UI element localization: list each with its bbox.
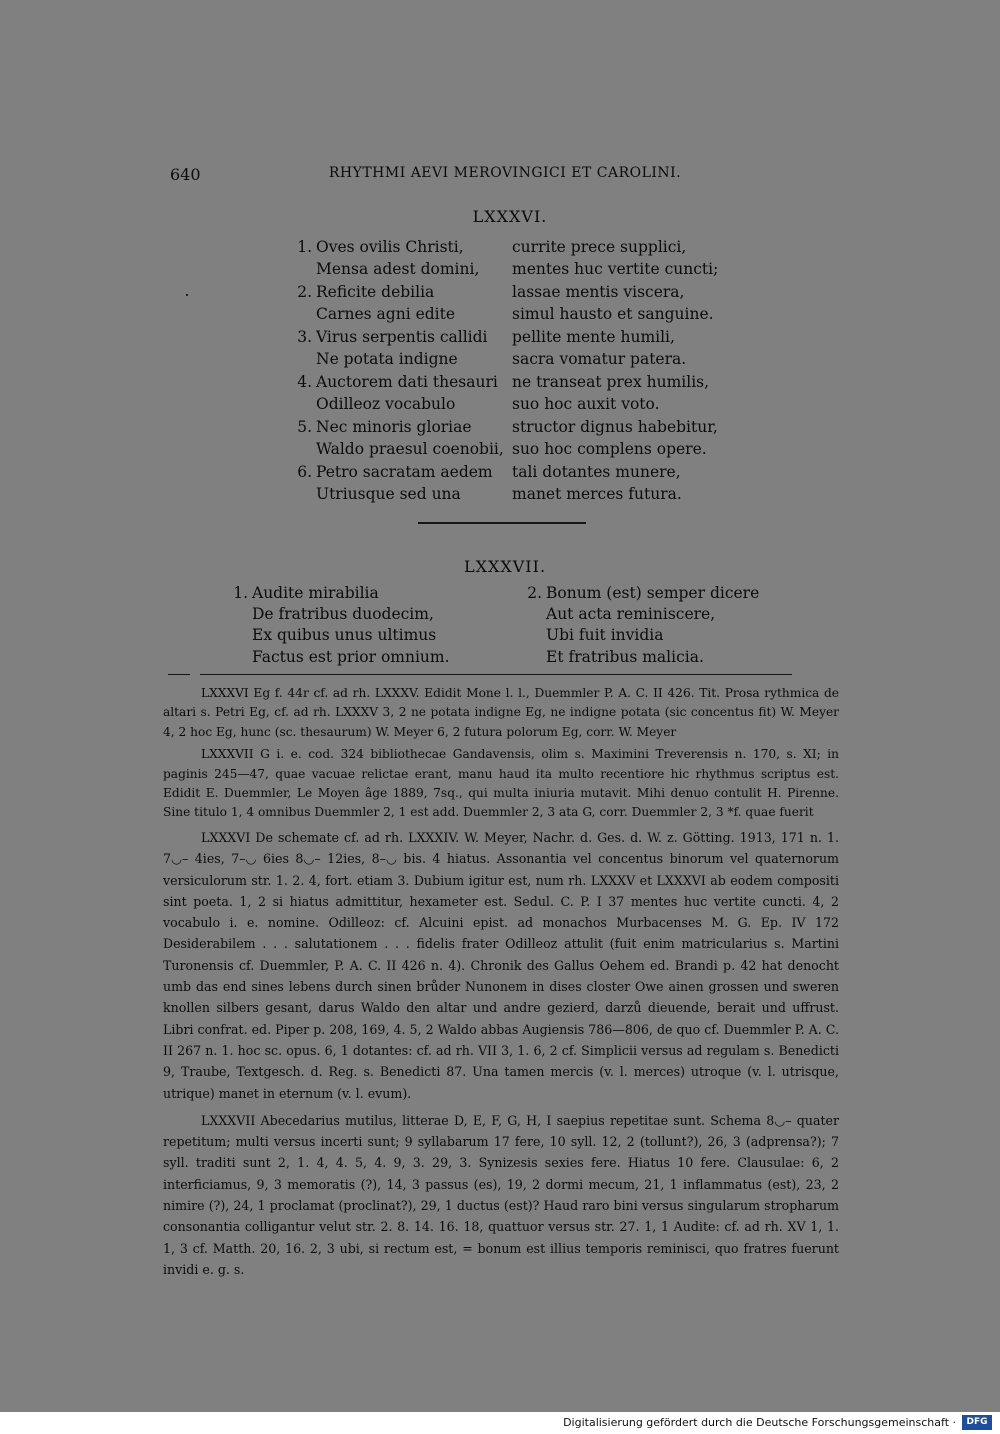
verse-line <box>290 438 504 460</box>
stanza-number: 1. <box>233 584 248 602</box>
verse-text: Et fratribus malicia. <box>546 647 704 666</box>
verse-line <box>520 604 759 625</box>
verse-line: currite prece supplici, <box>512 238 687 256</box>
stanza-number: 2. <box>297 283 312 301</box>
verse-line <box>290 281 455 303</box>
verse-line <box>290 258 479 280</box>
footer-bar <box>0 1412 1000 1434</box>
stanza-right <box>512 326 686 371</box>
verse-text: Utriusque sed una <box>316 485 461 504</box>
stanza <box>520 583 759 668</box>
verse-line: simul hausto et sanguine. <box>512 305 714 324</box>
verse-line: suo hoc complens opere. <box>512 440 707 459</box>
poem-title: LXXXVII. <box>463 557 547 576</box>
apparatus-rule <box>200 674 792 675</box>
verse-line <box>226 625 450 646</box>
running-head <box>170 165 830 187</box>
verse-line <box>290 393 498 415</box>
stanza-left <box>290 416 504 461</box>
verse-text: Carnes agni edite <box>316 305 456 324</box>
verse-line <box>290 236 479 258</box>
verse-line <box>290 461 493 483</box>
apparatus-entry: LXXXVII G i. e. cod. 324 bibliothecae Gandavensis, olim s. Maximini Treverensis n. 170, s. XI; in paginis 245—47, quae vacuae relictae erant, manu haud ita multo recentiore hic rhythmus scriptus est. Edidit E. Duemmler, Le Moyen âge 1889, 7sq., qui multa iniuria mutavit. Mihi denuo contulit H. Pirenne. Sine titulo 1, 4 omnibus Duemmler 2, 1 est add. Duemmler 2, 3 ata G, corr. Duemmler 2, 3 *f. quae fuerit <box>163 747 839 820</box>
margin-mark <box>186 294 188 296</box>
verse-line <box>290 371 498 393</box>
stanza-right <box>512 416 718 461</box>
stanza-left <box>290 281 455 326</box>
verse-text: Oves ovilis Christi, <box>316 238 464 256</box>
verse-text: Nec minoris gloriae <box>316 418 472 436</box>
verse-line: pellite mente humili, <box>512 328 675 346</box>
funding-note: Digitalisierung gefördert durch die Deutsche Forschungsgemeinschaft · <box>563 1416 956 1429</box>
verse-text: Ne potata indigne <box>316 350 458 369</box>
verse-text: Ubi fuit invidia <box>546 626 664 645</box>
stanza-left <box>290 326 488 371</box>
verse-text: Petro sacratam aedem <box>316 463 493 481</box>
stanza-left <box>290 461 493 506</box>
verse-line <box>290 303 455 325</box>
stanza-left <box>290 236 479 281</box>
apparatus-rule <box>168 674 190 675</box>
stanza-right <box>512 371 709 416</box>
verse-line <box>290 326 488 348</box>
poem-title: LXXXVI. <box>472 207 548 226</box>
verse-line: sacra vomatur patera. <box>512 350 687 369</box>
verse-line: suo hoc auxit voto. <box>512 395 660 414</box>
verse-text: Reficite debilia <box>316 283 435 301</box>
commentary <box>163 827 839 1286</box>
stanza-number: 2. <box>527 584 542 602</box>
commentary-entry: LXXXVII Abecedarius mutilus, litterae D, E, F, G, H, I saepius repetitae sunt. Schema 8◡– quater repetitum; multi versus incerti sunt; 9 syllabarum 17 fere, 10 syll. 12, 2 (tollunt?), 26, 3 (adprensa?); 7 syll. traditi sunt 2, 1. 4, 4. 5, 4. 9, 3. 29, 3. Synizesis sexies fere. Hiatus 10 fere. Clausulae: 6, 2 interficiamus, 9, 3 memoratis (?), 14, 3 passus (es), 19, 2 dormi mecum, 21, 1 inflammatus (est), 23, 2 nimire (?), 24, 1 proclamat (proclinat?), 29, 1 ductus (est)? Haud raro bini versus singularum stropharum consonantia colligantur velut str. 2. 8. 14. 16. 18, quattuor versus str. 27. 1, 1 Audite: cf. ad rh. XV 1, 1. 1, 3 cf. Matth. 20, 16. 2, 3 ubi, si rectum est, = bonum est illius temporis reminisci, quo fratres fuerunt invidi e. g. s. <box>163 1112 839 1277</box>
verse-line: tali dotantes munere, <box>512 463 681 481</box>
section-divider <box>418 522 586 524</box>
stanza-number: 5. <box>297 418 312 436</box>
commentary-entry: LXXXVI De schemate cf. ad rh. LXXXIV. W. Meyer, Nachr. d. Ges. d. W. z. Götting. 1913, 171 n. 1. 7◡– 4ies, 7–◡ 6ies 8◡– 12ies, 8–◡ bis. 4 hiatus. Assonantia vel concentus binorum vel quaternorum versiculorum str. 1. 2. 4, fort. etiam 3. Dubium igitur est, num rh. LXXXV et LXXXVI ab eodem compositi sint poeta. 1, 2 si hiatus admittitur, hexameter est. Sedul. C. P. I 37 mentes huc vertite cuncti. 4, 2 vocabulo i. e. nomine. Odilleoz: cf. Alcuini epist. ad monachos Murbacenses M. G. Ep. IV 172 Desiderabilem . . . salutationem . . . fidelis frater Odilleoz attulit (fuit enim matricularius s. Martini Turonensis cf. Duemmler, P. A. C. II 426 n. 4). Chronik des Gallus Oehem ed. Brandi p. 42 hat denocht umb das end sines lebens durch sinen brůder Nunonem in dises closter Owe ainen grossen und sweren knollen silbers gesant, darus Waldo den altar und andre gezierd, darzů dieuende, berait und uffrust. Libri confrat. ed. Piper p. 208, 169, 4. 5, 2 Waldo abbas Augiensis 786—806, de quo cf. Duemmler P. A. C. II 267 n. 1. hoc sc. opus. 6, 1 dotantes: cf. ad rh. VII 3, 1. 6, 2 cf. Simplicii versus ad regulam s. Benedicti 9, Traube, Textgesch. d. Reg. s. Benedicti 87. Una tamen mercis (v. l. merces) utroque (v. l. utrisque, utrique) manet in eternum (v. l. evum). <box>163 830 839 1101</box>
verse-line <box>290 416 504 438</box>
verse-text: Waldo praesul coenobii, <box>316 440 504 459</box>
verse-text: Odilleoz vocabulo <box>316 395 456 414</box>
page-number: 640 <box>170 165 201 184</box>
verse-line <box>226 604 450 625</box>
verse-line <box>226 647 450 668</box>
apparatus-entry: LXXXVI Eg f. 44r cf. ad rh. LXXXV. Edidit Mone l. l., Duemmler P. A. C. II 426. Tit. Prosa rythmica de altari s. Petri Eg, cf. ad rh. LXXXV 3, 2 ne potata indigne Eg, ne indigne potata (sic concentus fit) W. Meyer 4, 2 hoc Eg, hunc (sc. thesaurum) W. Meyer 6, 2 futura polorum Eg, corr. W. Meyer <box>163 686 839 739</box>
verse-line <box>520 625 759 646</box>
verse-text: Factus est prior omnium. <box>252 647 450 666</box>
stanza-left <box>290 371 498 416</box>
stanza-number: 3. <box>297 328 312 346</box>
stanza-right <box>512 461 682 506</box>
verse-text: Mensa adest domini, <box>316 260 480 279</box>
verse-text: Virus serpentis callidi <box>316 328 488 346</box>
stanza-right <box>512 236 718 281</box>
critical-apparatus <box>163 684 839 826</box>
verse-line <box>520 647 759 668</box>
verse-line: ne transeat prex humilis, <box>512 373 710 391</box>
stanza-right <box>512 281 714 326</box>
verse-text: Bonum (est) semper dicere <box>546 584 760 602</box>
dfg-logo: DFG <box>962 1415 992 1430</box>
verse-text: De fratribus duodecim, <box>252 605 434 624</box>
verse-line <box>226 583 450 604</box>
stanza-number: 6. <box>297 463 312 481</box>
verse-line: mentes huc vertite cuncti; <box>512 260 719 279</box>
running-title: RHYTHMI AEVI MEROVINGICI ET CAROLINI. <box>328 165 682 181</box>
stanza-number: 4. <box>297 373 312 391</box>
verse-line <box>520 583 759 604</box>
verse-text: Ex quibus unus ultimus <box>252 626 437 645</box>
verse-text: Auctorem dati thesauri <box>316 373 498 391</box>
verse-line: structor dignus habebitur, <box>512 418 718 436</box>
verse-text: Audite mirabilia <box>252 584 379 602</box>
verse-text: Aut acta reminiscere, <box>546 605 716 624</box>
stanza <box>226 583 450 668</box>
verse-line <box>290 483 493 505</box>
verse-line: lassae mentis viscera, <box>512 283 685 301</box>
stanza-number: 1. <box>297 238 312 256</box>
verse-line <box>290 348 488 370</box>
verse-line: manet merces futura. <box>512 485 682 504</box>
